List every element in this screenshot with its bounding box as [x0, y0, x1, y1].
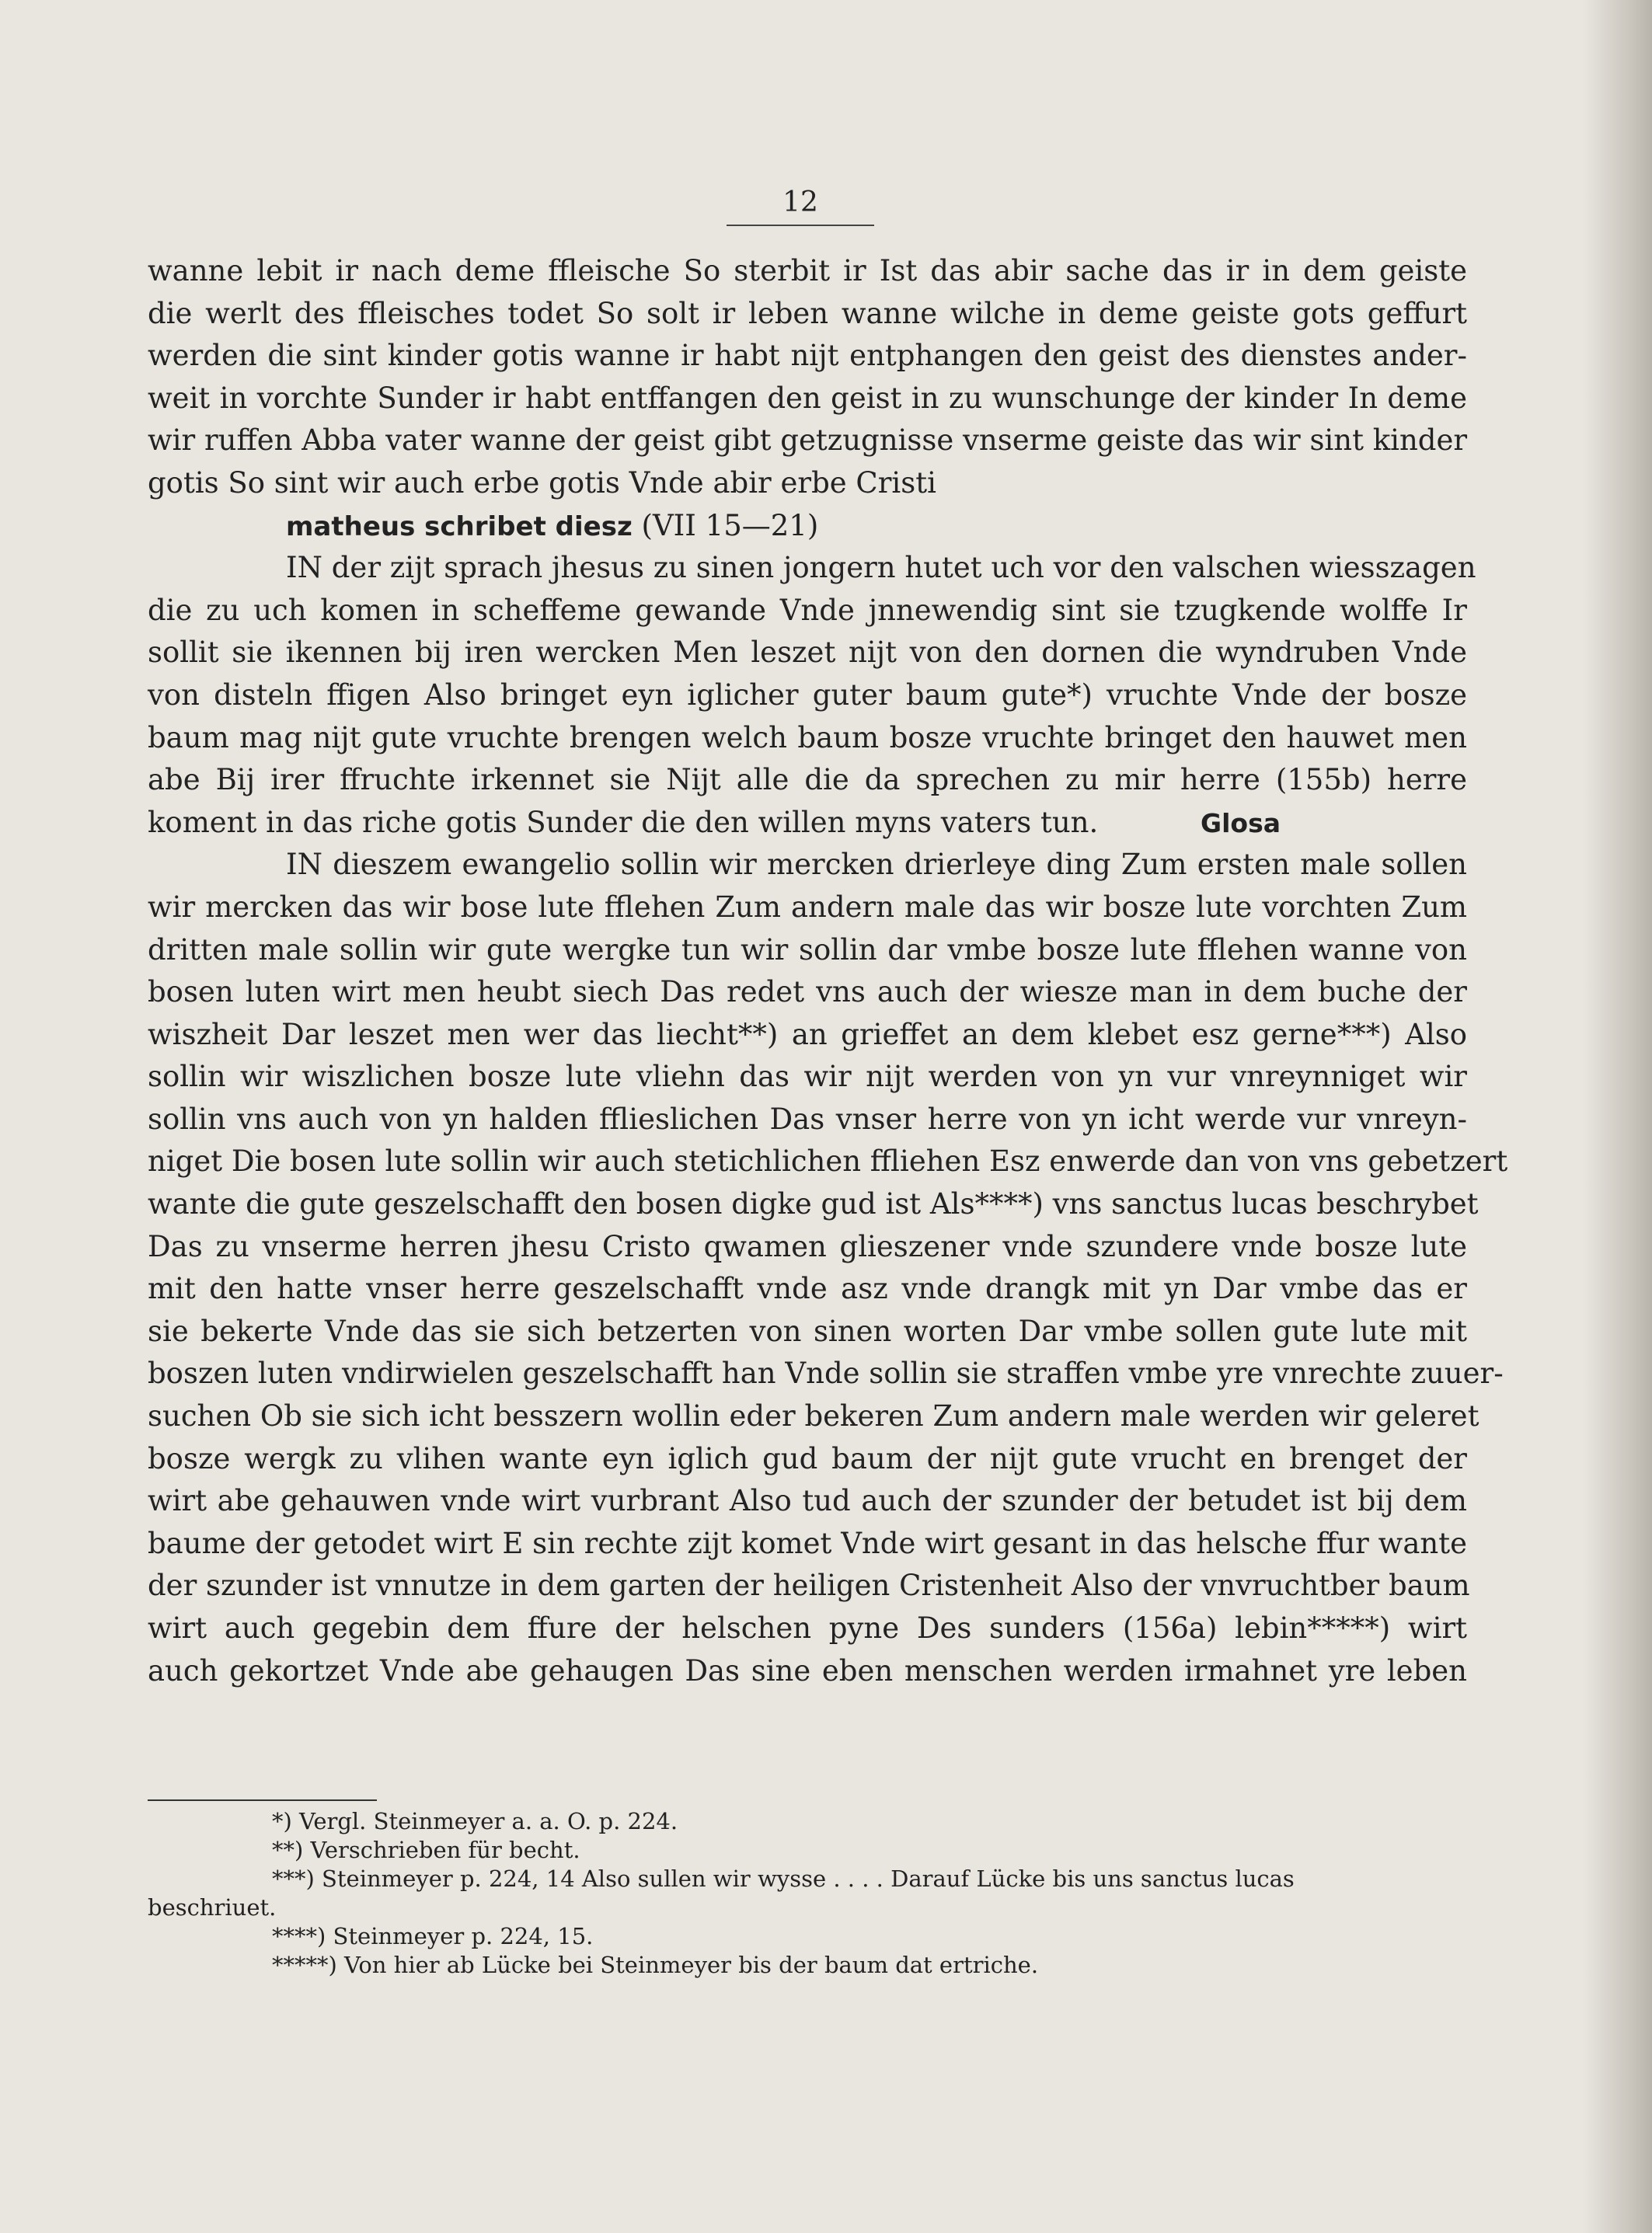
- text-line: boszen luten vndirwielen geszelschafft han Vnde sollin sie straffen vmbe yre vnrechte zuuer-: [148, 1357, 1504, 1391]
- heading-reference: (VII 15—21): [641, 508, 819, 542]
- text-line: sie bekerte Vnde das sie sich betzerten von sinen worten Dar vmbe sollen gute lute mit: [148, 1314, 1467, 1348]
- footnote: *****) Von hier ab Lücke bei Steinmeyer bis der baum dat ertriche.: [272, 1952, 1039, 1978]
- text-line: wante die gute geszelschafft den bosen digke gud ist Als****) vns sanctus lucas beschrybet: [148, 1187, 1479, 1221]
- text-line: baume der getodet wirt E sin rechte zijt komet Vnde wirt gesant in das helsche ffur wante: [148, 1526, 1467, 1560]
- text-line: wir mercken das wir bose lute fflehen Zum andern male das wir bosze lute vorchten Zum: [148, 890, 1467, 924]
- text-line: wir ruffen Abba vater wanne der geist gibt getzugnisse vnserme geiste das wir sint kinder: [148, 423, 1468, 458]
- text-line: sollit sie ikennen bij iren wercken Men leszet nijt von den dornen die wyndruben Vnde: [148, 636, 1467, 670]
- paragraph2-last-text: koment in das riche gotis Sunder die den willen myns vaters tun.: [148, 805, 1099, 839]
- text-line: sollin wir wiszlichen bosze lute vliehn das wir nijt werden von yn vur vnreynniget wir: [148, 1060, 1467, 1094]
- text-line: IN der zijt sprach jhesus zu sinen jongern hutet uch vor den valschen wiesszagen: [286, 551, 1476, 585]
- text-line: die werlt des ffleisches todet So solt ir leben wanne wilche in deme geiste gots geffurt: [148, 296, 1467, 330]
- text-line: mit den hatte vnser herre geszelschafft vnde asz vnde drangk mit yn Dar vmbe das er: [148, 1272, 1467, 1306]
- main-text: [148, 250, 1508, 1692]
- text-line: niget Die bosen lute sollin wir auch stetichlichen ffliehen Esz enwerde dan von vns gebetzert: [148, 1144, 1508, 1179]
- footnote: ****) Steinmeyer p. 224, 15.: [272, 1923, 594, 1949]
- footnote: beschriuet.: [148, 1894, 277, 1921]
- text-line: abe Bij irer ffruchte irkennet sie Nijt alle die da sprechen zu mir herre (155b) herre: [148, 763, 1467, 797]
- text-line: IN dieszem ewangelio sollin wir mercken drierleye ding Zum ersten male sollen: [286, 848, 1467, 882]
- text-line: Das zu vnserme herren jhesu Cristo qwamen glieszener vnde szundere vnde bosze lute: [148, 1229, 1467, 1263]
- text-line: baum mag nijt gute vruchte brengen welch baum bosze vruchte bringet den hauwet men: [148, 720, 1467, 754]
- glosa-heading: Glosa: [1201, 807, 1281, 838]
- footnote: **) Verschrieben für becht.: [272, 1837, 580, 1863]
- text-line: der szunder ist vnnutze in dem garten der heiligen Cristenheit Also der vnvruchtber baum: [148, 1569, 1470, 1603]
- text-line: bosze wergk zu vlihen wante eyn iglich gud baum der nijt gute vrucht en brenget der: [148, 1441, 1467, 1475]
- text-line: die zu uch komen in scheffeme gewande Vnde jnnewendig sint sie tzugkende wolffe Ir: [148, 593, 1467, 627]
- text-line: bosen luten wirt men heubt siech Das redet vns auch der wiesze man in dem buche der: [148, 975, 1467, 1009]
- text-line: von disteln ffigen Also bringet eyn iglicher guter baum gute*) vruchte Vnde der bosze: [148, 678, 1467, 712]
- footnote-divider: [148, 1799, 377, 1801]
- heading-title: matheus schribet diesz: [286, 510, 633, 542]
- text-line: auch gekortzet Vnde abe gehaugen Das sine eben menschen werden irmahnet yre leben: [148, 1653, 1467, 1688]
- text-line: dritten male sollin wir gute wergke tun wir sollin dar vmbe bosze lute fflehen wanne von: [148, 932, 1467, 967]
- footnote: ***) Steinmeyer p. 224, 14 Also sullen wir wysse . . . . Darauf Lücke bis uns sanctus lucas: [272, 1865, 1295, 1892]
- text-line: [148, 802, 1467, 845]
- section-heading: [148, 505, 1467, 548]
- text-line: wanne lebit ir nach deme ffleische So sterbit ir Ist das abir sache das ir in dem geiste: [148, 254, 1467, 287]
- page-number: 12: [727, 186, 874, 226]
- text-line: suchen Ob sie sich icht besszern wollin eder bekeren Zum andern male werden wir geleret: [148, 1399, 1479, 1434]
- text-line: wiszheit Dar leszet men wer das liecht**) an grieffet an dem klebet esz gerne***) Also: [148, 1017, 1467, 1051]
- text-line: wirt abe gehauwen vnde wirt vurbrant Also tud auch der szunder der betudet ist bij dem: [148, 1484, 1467, 1518]
- text-line: weit in vorchte Sunder ir habt entffangen den geist in zu wunschunge der kinder In deme: [148, 381, 1467, 415]
- footnote: *) Vergl. Steinmeyer a. a. O. p. 224.: [272, 1808, 678, 1834]
- text-line: wirt auch gegebin dem ffure der helschen pyne Des sunders (156a) lebin*****) wirt: [148, 1611, 1467, 1645]
- text-line: sollin vns auch von yn halden fflieslichen Das vnser herre von yn icht werde vur vnreyn-: [148, 1102, 1467, 1136]
- footnotes: [148, 1807, 1469, 1980]
- text-line: werden die sint kinder gotis wanne ir habt nijt entphangen den geist des dienstes ander-: [148, 339, 1467, 373]
- text-line: gotis So sint wir auch erbe gotis Vnde abir erbe Cristi: [148, 465, 936, 500]
